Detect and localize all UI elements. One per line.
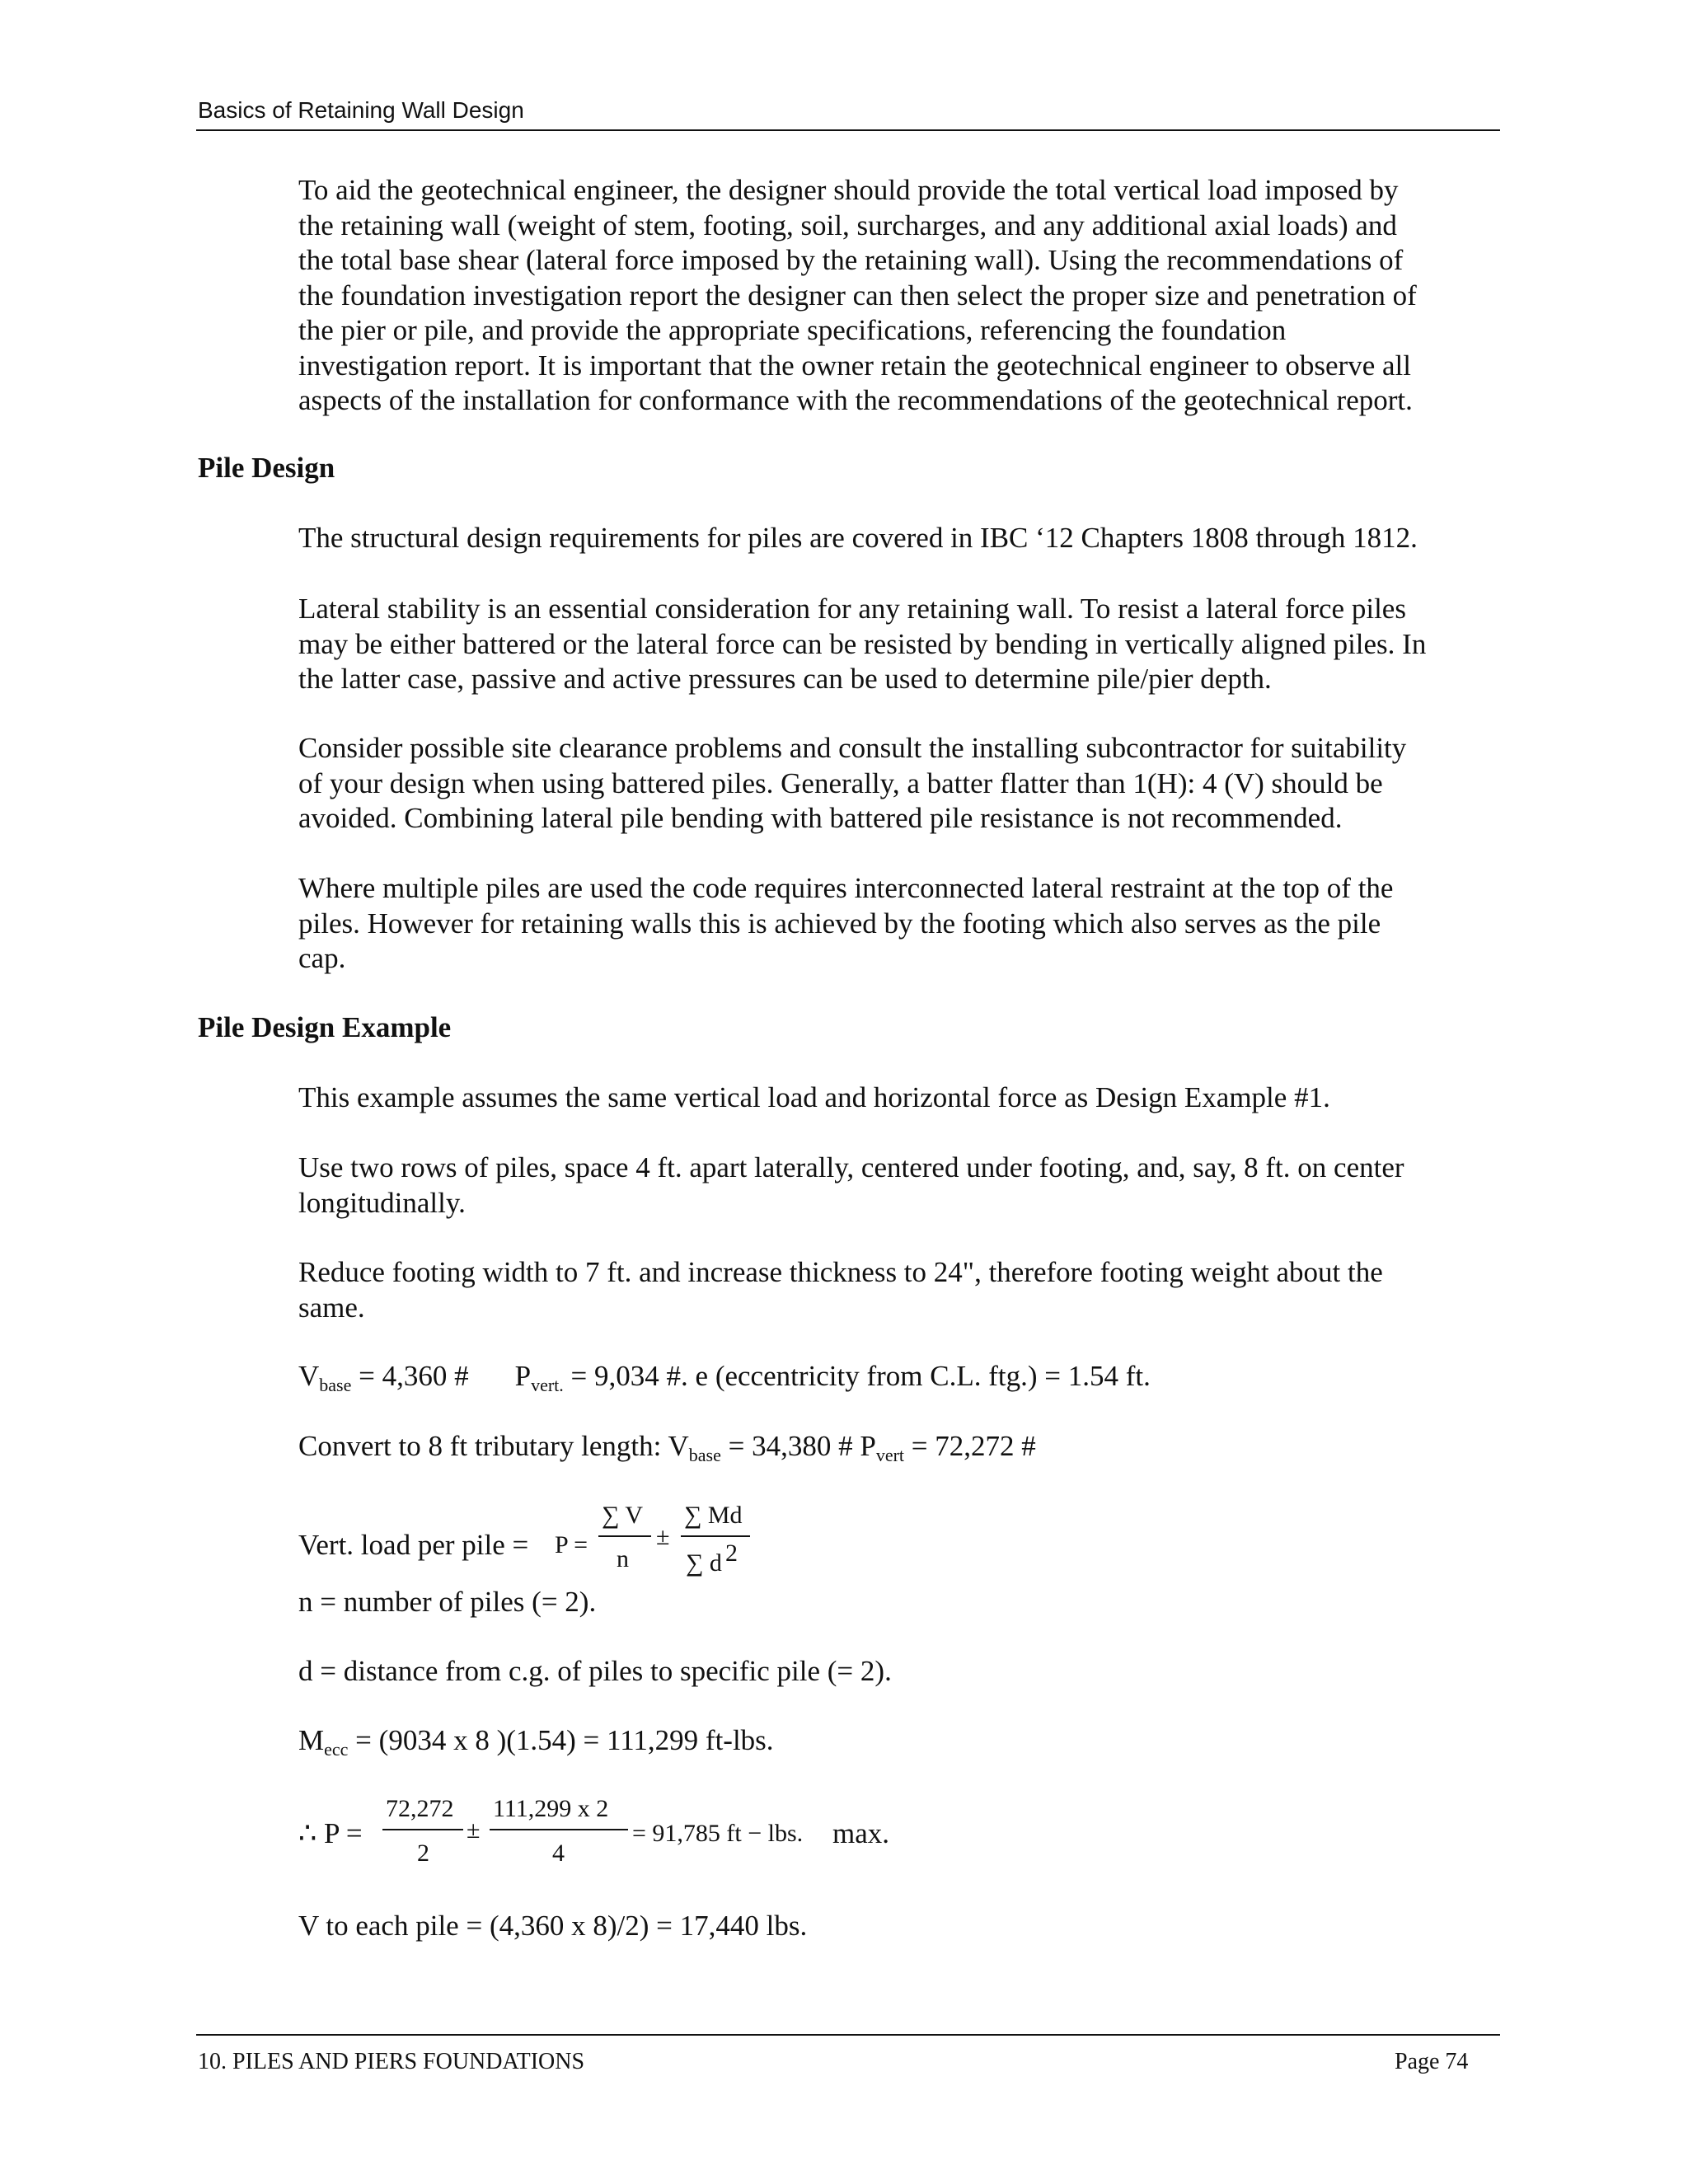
sum-md-numerator: ∑ Md	[684, 1502, 743, 1529]
example-paragraph-3	[298, 1255, 1502, 1325]
example-paragraph-1: This example assumes the same vertical load and horizontal force as Design Example #1.	[298, 1081, 1330, 1113]
section-heading-pile-design-example: Pile Design Example	[198, 1011, 452, 1043]
text-line: the foundation investigation report the designer can then select the proper size and penetration of	[298, 279, 1417, 312]
mecc-value: = (9034 x 8 )(1.54) = 111,299 ft-lbs.	[348, 1724, 774, 1756]
p-equals: P =	[555, 1531, 588, 1558]
n-denominator: n	[617, 1545, 629, 1572]
text-line: Use two rows of piles, space 4 ft. apart laterally, centered under footing, and, say, 8 ft. on center	[298, 1151, 1404, 1183]
denominator-4: 4	[552, 1840, 565, 1867]
pile-design-paragraph-1: The structural design requirements for piles are covered in IBC ‘12 Chapters 1808 through 1812.	[298, 522, 1418, 554]
convert-lead: Convert to 8 ft tributary length:	[298, 1430, 668, 1462]
text-line: same.	[298, 1291, 365, 1324]
header-rule	[196, 129, 1500, 131]
text-line: the total base shear (lateral force imposed by the retaining wall). Using the recommendations of	[298, 244, 1404, 276]
text-line: may be either battered or the lateral force can be resisted by bending in vertically aligned piles. In	[298, 627, 1427, 660]
v-subscript: base	[319, 1375, 352, 1395]
pile-design-paragraph-4	[298, 871, 1502, 977]
text-line: longitudinally.	[298, 1186, 466, 1219]
therefore-p: ∴ P =	[298, 1817, 363, 1849]
v-symbol: V	[668, 1430, 689, 1462]
text-line: the latter case, passive and active pressures can be used to determine pile/pier depth.	[298, 663, 1272, 695]
p-symbol: P	[514, 1360, 532, 1392]
example-paragraph-2	[298, 1151, 1502, 1221]
m-symbol: M	[298, 1724, 325, 1756]
text-line: investigation report. It is important that the owner retain the geotechnical engineer to observe all	[298, 349, 1411, 382]
text-line: Reduce footing width to 7 ft. and increase thickness to 24", therefore footing weight about the	[298, 1256, 1383, 1288]
text-line: the pier or pile, and provide the appropriate specifications, referencing the foundation	[298, 314, 1287, 346]
vert-load-lead: Vert. load per pile =	[298, 1529, 529, 1561]
text-line: Where multiple piles are used the code requires interconnected lateral restraint at the top of the	[298, 872, 1394, 904]
text-line: Lateral stability is an essential consideration for any retaining wall. To resist a lateral force piles	[298, 593, 1406, 625]
d-exponent: 2	[725, 1540, 738, 1567]
v-value: = 34,380 #	[720, 1430, 860, 1462]
m-subscript: ecc	[324, 1739, 349, 1760]
running-header: Basics of Retaining Wall Design	[198, 97, 524, 123]
page-number: Page 74	[1395, 2049, 1469, 2074]
v-symbol: V	[298, 1360, 320, 1392]
text-line: avoided. Combining lateral pile bending with battered pile resistance is not recommended.	[298, 802, 1343, 834]
convert-line	[298, 1430, 1036, 1463]
pile-design-paragraph-2	[298, 592, 1502, 697]
numerator-72272: 72,272	[386, 1795, 454, 1822]
mecc-line	[298, 1724, 774, 1760]
section-heading-pile-design: Pile Design	[198, 452, 335, 484]
denominator-2: 2	[417, 1840, 429, 1867]
v-subscript: base	[688, 1445, 721, 1465]
p-value: = 72,272 #	[904, 1430, 1036, 1462]
text-line: To aid the geotechnical engineer, the designer should provide the total vertical load imposed by	[298, 174, 1399, 206]
result-value: = 91,785 ft − lbs.	[632, 1820, 804, 1847]
plus-minus: ±	[467, 1816, 481, 1844]
max-label: max.	[832, 1817, 890, 1849]
text-line: Consider possible site clearance problems and consult the installing subcontractor for suitability	[298, 732, 1407, 764]
fraction-bar	[490, 1829, 628, 1830]
fraction-bar	[598, 1535, 651, 1537]
text-line: cap.	[298, 942, 346, 974]
sum-v-numerator: ∑ V	[602, 1502, 644, 1529]
p-symbol: P	[860, 1430, 876, 1462]
fraction-bar	[681, 1535, 750, 1537]
sum-d-denominator: ∑ d	[686, 1549, 722, 1577]
fraction-bar	[382, 1829, 463, 1830]
text-line: the retaining wall (weight of stem, footing, soil, surcharges, and any additional axial loads) and	[298, 209, 1397, 241]
footer-section: 10. PILES AND PIERS FOUNDATIONS	[198, 2049, 585, 2074]
pile-design-paragraph-3	[298, 731, 1502, 837]
text-line: piles. However for retaining walls this is achieved by the footing which also serves as the pile	[298, 907, 1381, 940]
text-line: of your design when using battered piles. Generally, a batter flatter than 1(H): 4 (V) should be	[298, 766, 1383, 799]
n-definition: n = number of piles (= 2).	[298, 1586, 597, 1618]
intro-paragraph	[298, 173, 1502, 419]
v-value: = 4,360 #	[351, 1360, 469, 1392]
text-line: aspects of the installation for conformance with the recommendations of the geotechnical report.	[298, 384, 1413, 416]
loads-line	[298, 1360, 1151, 1393]
p-value: = 9,034 #. e (eccentricity from C.L. ftg.) = 1.54 ft.	[563, 1360, 1151, 1392]
d-definition: d = distance from c.g. of piles to specific pile (= 2).	[298, 1655, 892, 1687]
plus-minus: ±	[656, 1523, 670, 1550]
footer-rule	[196, 2034, 1500, 2036]
p-subscript: vert	[875, 1445, 905, 1465]
v-each-pile: V to each pile = (4,360 x 8)/2) = 17,440 lbs.	[298, 1910, 808, 1942]
p-subscript: vert.	[531, 1375, 564, 1395]
numerator-111299: 111,299 x 2	[493, 1795, 609, 1822]
